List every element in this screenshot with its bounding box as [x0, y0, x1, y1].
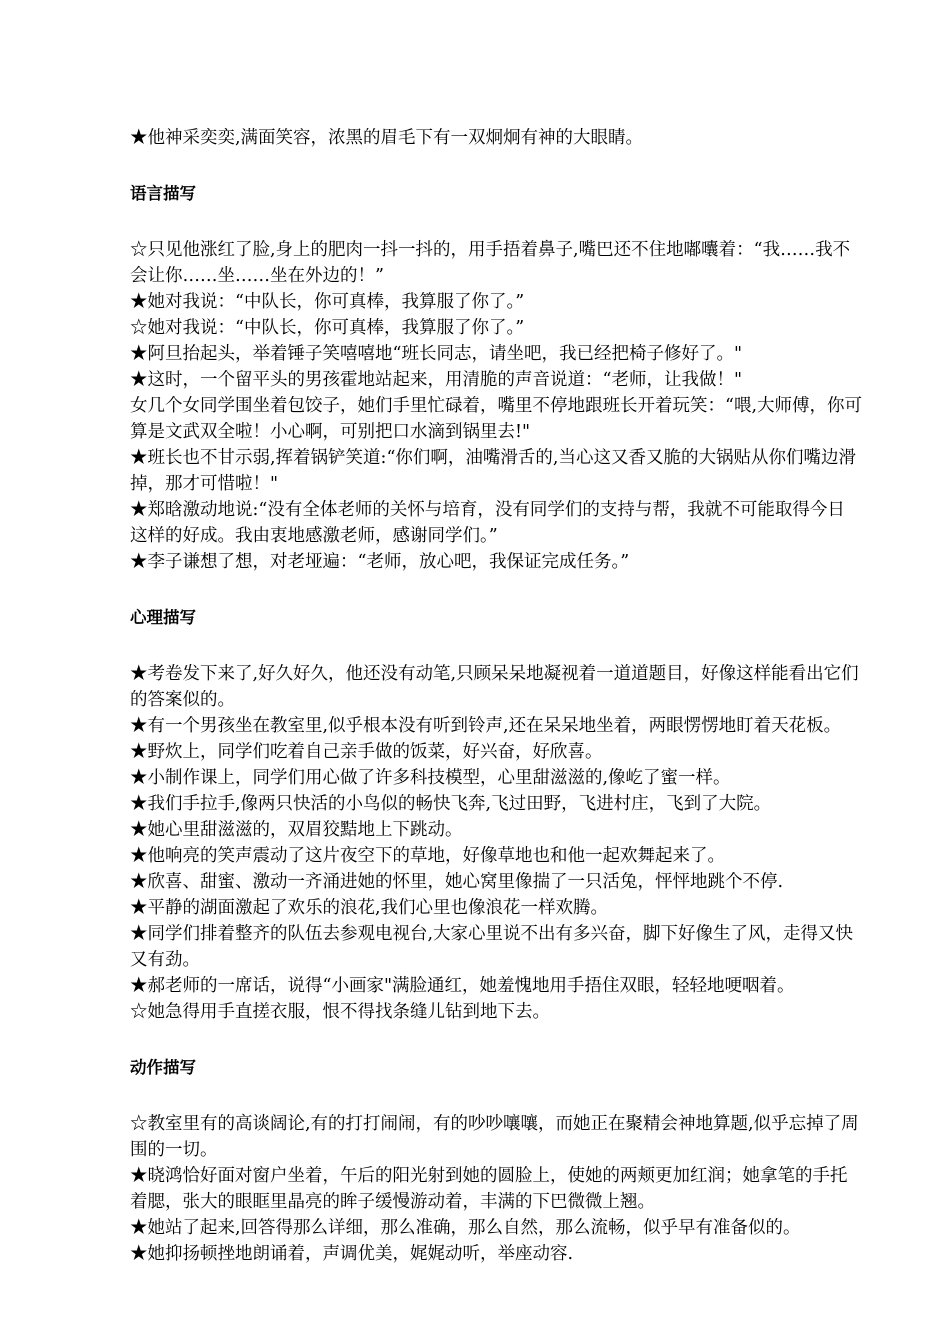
paragraph: ★他神采奕奕,满面笑容，浓黑的眉毛下有一双炯炯有神的大眼睛。	[130, 128, 644, 148]
paragraph: ★阿旦抬起头，举着锤子笑嘻嘻地“班长同志，请坐吧，我已经把椅子修好了。"	[130, 344, 742, 364]
paragraph: ★李子谦想了想，对老垭遍：“老师，放心吧，我保证完成任务。”	[130, 552, 630, 572]
paragraph: ★她站了起来,回答得那么详细，那么准确，那么自然，那么流畅，似乎早有准备似的。	[130, 1218, 801, 1238]
section-psychology	[130, 661, 862, 1025]
paragraph: ★郝老师的一席话，说得“小画家"满脸通红，她羞愧地用手捂住双眼，轻轻地哽咽着。	[130, 976, 795, 996]
heading-language: 语言描写	[130, 184, 196, 203]
paragraph: ★她抑扬顿挫地朗诵着，声调优美，娓娓动听，举座动容.	[130, 1244, 574, 1264]
paragraph: ☆她急得用手直搓衣服，恨不得找条缝儿钻到地下去。	[130, 1002, 550, 1022]
paragraph: ★她心里甜滋滋的，双眉狡黠地上下跳动。	[130, 820, 463, 840]
paragraph: ☆她对我说：“中队长，你可真棒，我算服了你了。”	[130, 318, 525, 338]
paragraph: ★郑晗激动地说:“没有全体老师的关怀与培育，没有同学们的支持与帮，我就不可能取得今日这样的好成。我由衷地感激老师，感谢同学们。”	[130, 500, 845, 546]
paragraph: ★班长也不甘示弱,挥着锅铲笑道:“你们啊，油嘴滑舌的,当心这又香又脆的大锅贴从你们嘴边滑掉，那才可惜啦！"	[130, 448, 856, 494]
paragraph: ★野炊上，同学们吃着自己亲手做的饭菜，好兴奋，好欣喜。	[130, 742, 603, 762]
paragraph: ★有一个男孩坐在教室里,似乎根本没有听到铃声,还在呆呆地坐着，两眼愣愣地盯着天花板。	[130, 716, 842, 736]
paragraph: ★这时，一个留平头的男孩霍地站起来，用清脆的声音说道：“老师，让我做！"	[130, 370, 742, 390]
document-page	[130, 125, 862, 1267]
paragraph: ★我们手拉手,像两只快活的小鸟似的畅快飞奔,飞过田野，飞进村庄，飞到了大院。	[130, 794, 772, 814]
paragraph: ★她对我说：“中队长，你可真棒，我算服了你了。”	[130, 292, 525, 312]
paragraph: ★小制作课上，同学们用心做了许多科技模型，心里甜滋滋的,像屹了蜜一样。	[130, 768, 731, 788]
paragraph: ★考卷发下来了,好久好久，他还没有动笔,只顾呆呆地凝视着一道道题目，好像这样能看出它们的答案似的。	[130, 664, 859, 710]
paragraph: ★同学们排着整齐的队伍去参观电视台,大家心里说不出有多兴奋，脚下好像生了风，走得又快又有劲。	[130, 924, 854, 970]
paragraph: ☆只见他涨红了脸,身上的肥肉一抖一抖的，用手捂着鼻子,嘴巴还不住地嘟囔着：“我……我不会让你……坐……坐在外边的！”	[130, 240, 851, 286]
section-language	[130, 237, 862, 575]
paragraph: ★平静的湖面激起了欢乐的浪花,我们心里也像浪花一样欢腾。	[130, 898, 609, 918]
paragraph: ★欣喜、甜蜜、激动一齐涌进她的怀里，她心窝里像揣了一只活兔，怦怦地跳个不停.	[130, 872, 784, 892]
section-action	[130, 1111, 862, 1267]
paragraph: ★晓鸿恰好面对窗户坐着，午后的阳光射到她的圆脸上，使她的两颊更加红润；她拿笔的手托着腮，张大的眼眶里晶亮的眸子缓慢游动着，丰满的下巴微微上翘。	[130, 1166, 848, 1212]
paragraph: ★他响亮的笑声震动了这片夜空下的草地，好像草地也和他一起欢舞起来了。	[130, 846, 725, 866]
paragraph: ☆教室里有的高谈阔论,有的打打闹闹，有的吵吵嚷嚷，而她正在聚精会神地算题,似乎忘掉了周围的一切。	[130, 1114, 859, 1160]
heading-psychology: 心理描写	[130, 608, 196, 627]
heading-action: 动作描写	[130, 1058, 196, 1077]
paragraph: 女几个女同学围坐着包饺子，她们手里忙碌着，嘴里不停地跟班长开着玩笑：“喂,大师傅，你可算是文武双全啦！小心啊，可别把口水滴到锅里去!"	[130, 396, 863, 442]
